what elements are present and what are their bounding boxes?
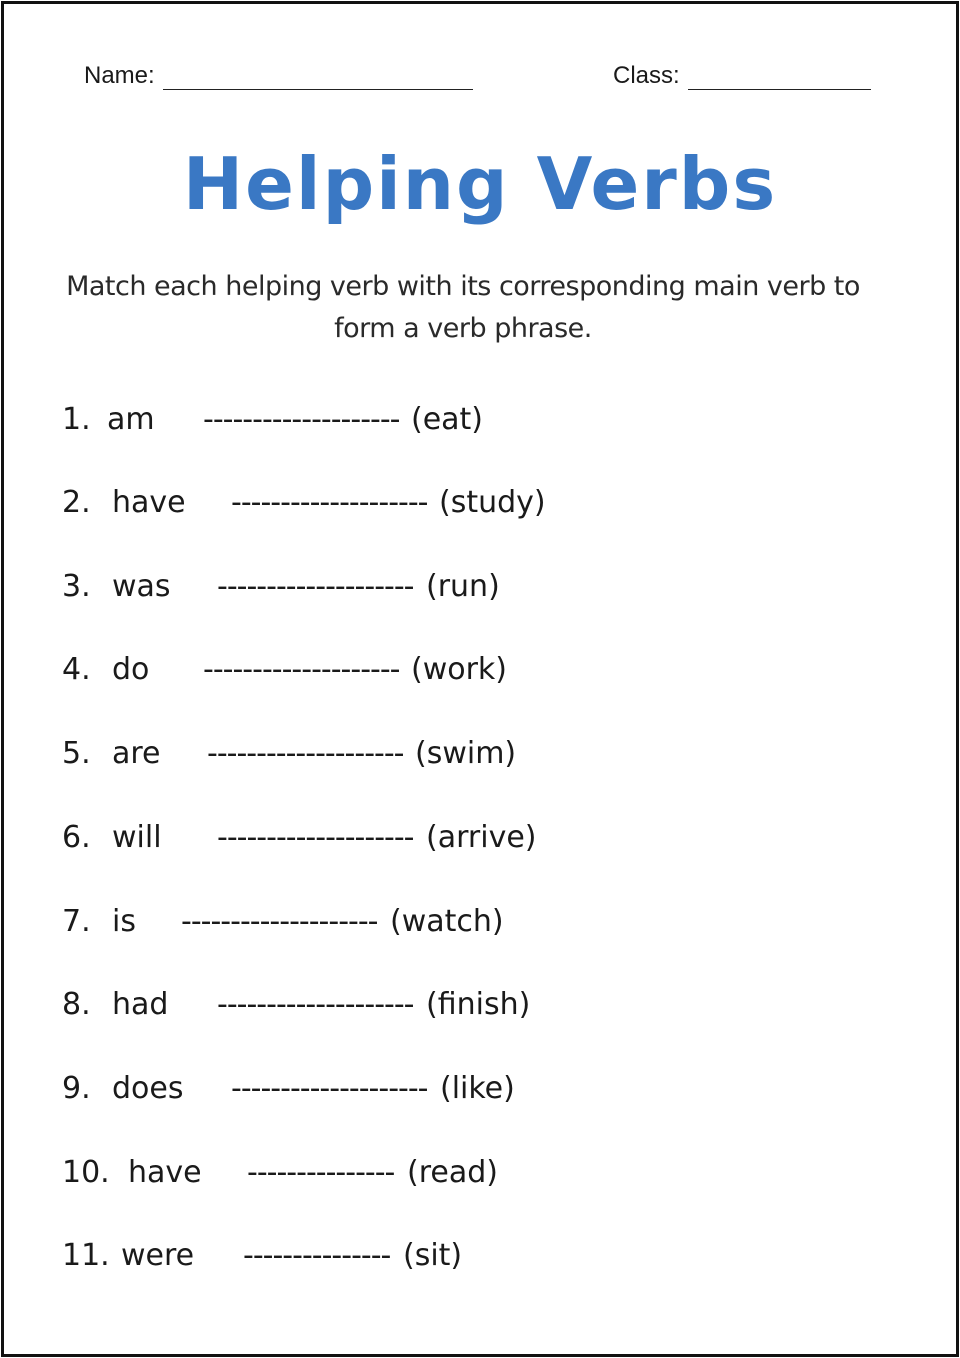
main-verb: (sit): [403, 1238, 463, 1273]
exercise-number: 5.: [62, 736, 91, 771]
exercise-number: 2.: [62, 485, 91, 520]
main-verb: (like): [440, 1071, 515, 1106]
main-verb: (read): [407, 1155, 498, 1190]
answer-blank[interactable]: --------------------: [181, 904, 378, 939]
main-verb: (work): [411, 652, 508, 687]
answer-blank[interactable]: --------------------: [231, 485, 428, 520]
name-label: Name:: [84, 62, 155, 89]
answer-blank[interactable]: ---------------: [243, 1238, 391, 1273]
helping-verb: were: [121, 1238, 195, 1273]
main-verb: (finish): [426, 987, 531, 1022]
exercise-number: 1.: [62, 402, 91, 437]
answer-blank[interactable]: ---------------: [247, 1155, 395, 1190]
instructions-line-1: Match each helping verb with its corresponding main verb to: [66, 271, 860, 302]
main-verb: (study): [439, 485, 546, 520]
exercise-number: 3.: [62, 569, 91, 604]
helping-verb: does: [112, 1071, 184, 1106]
helping-verb: is: [112, 904, 136, 939]
helping-verb: do: [112, 652, 150, 687]
instructions-line-2: form a verb phrase.: [334, 313, 592, 344]
exercise-number: 7.: [62, 904, 91, 939]
main-verb: (run): [426, 569, 500, 604]
exercise-number: 11.: [62, 1238, 110, 1273]
exercise-number: 4.: [62, 652, 91, 687]
answer-blank[interactable]: --------------------: [217, 987, 414, 1022]
exercise-number: 8.: [62, 987, 91, 1022]
main-verb: (watch): [390, 904, 504, 939]
answer-blank[interactable]: --------------------: [203, 402, 400, 437]
main-verb: (eat): [411, 402, 484, 437]
exercise-number: 6.: [62, 820, 91, 855]
helping-verb: was: [112, 569, 171, 604]
main-verb: (arrive): [426, 820, 537, 855]
answer-blank[interactable]: --------------------: [203, 652, 400, 687]
answer-blank[interactable]: --------------------: [217, 569, 414, 604]
class-label: Class:: [613, 62, 680, 89]
worksheet-title: Helping Verbs: [182, 142, 778, 226]
answer-blank[interactable]: --------------------: [231, 1071, 428, 1106]
helping-verb: will: [112, 820, 162, 855]
main-verb: (swim): [415, 736, 517, 771]
exercise-number: 9.: [62, 1071, 91, 1106]
helping-verb: are: [112, 736, 161, 771]
answer-blank[interactable]: --------------------: [217, 820, 414, 855]
helping-verb: have: [128, 1155, 202, 1190]
helping-verb: had: [112, 987, 169, 1022]
helping-verb: have: [112, 485, 186, 520]
helping-verb: am: [107, 402, 155, 437]
answer-blank[interactable]: --------------------: [207, 736, 404, 771]
exercise-number: 10.: [62, 1155, 110, 1190]
